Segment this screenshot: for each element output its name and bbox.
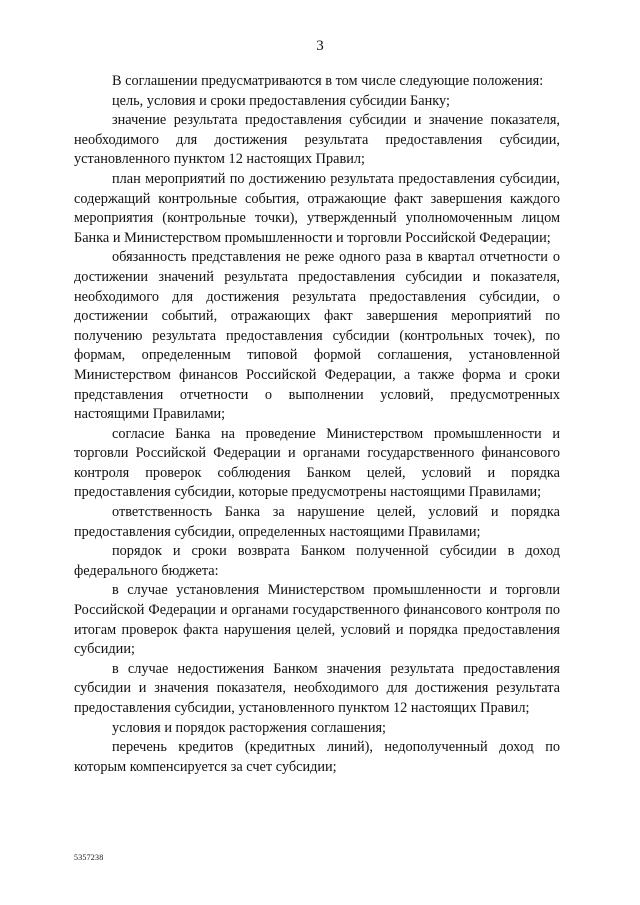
document-body [74,72,560,777]
paragraph-refund-violation: в случае установления Министерством промышленности и торговли Российской Федерации и органами государственного финансового контроля по итогам проверок факта нарушения целей, условий и порядка предоставления субсидии; [74,582,560,658]
paragraph-goal: цель, условия и сроки предоставления субсидии Банку; [112,92,450,109]
paragraph-result-value: значение результата предоставления субсидии и значение показателя, необходимого для достижения результата предоставления субсидии, установленного пунктом 12 настоящих Правил; [74,112,560,168]
document-code: 5357238 [74,853,104,862]
paragraph-intro: В соглашении предусматриваются в том числе следующие положения: [112,73,544,89]
paragraph-refund-order: порядок и сроки возврата Банком полученной субсидии в доход федерального бюджета: [74,543,560,579]
page-number: 3 [316,38,324,54]
paragraph-refund-nonachievement: в случае недостижения Банком значения результата предоставления субсидии и значения показателя, необходимого для достижения результата предоставления субсидии, установленного пунктом 12 настоящих Правил; [74,660,560,716]
paragraph-audit-consent: согласие Банка на проведение Министерством промышленности и торговли Российской Федерации и органами государственного финансового контроля проверок соблюдения Банком целей, условий и порядка предоставления субсидии, которые предусмотрены настоящими Правилами; [74,425,560,501]
paragraph-credit-list: перечень кредитов (кредитных линий), недополученный доход по которым компенсируется за счет субсидии; [74,739,560,775]
paragraph-action-plan: план мероприятий по достижению результата предоставления субсидии, содержащий контрольные события, отражающие факт завершения каждого мероприятия (контрольные точки), утвержденный уполномоченным лицом Банка и Министерством промышленности и торговли Российской Федерации; [74,170,560,246]
paragraph-responsibility: ответственность Банка за нарушение целей, условий и порядка предоставления субсидии, определенных настоящими Правилами; [74,504,560,540]
paragraph-reporting-duty: обязанность представления не реже одного раза в квартал отчетности о достижении значений результата предоставления субсидии и показателя, необходимого для достижения результата предоставления субсидии, о достижении событий, отражающих факт завершения мероприятий по получению результата предоставления субсидии (контрольных точек), по формам, определенным типовой формой соглашения, установленной Министерством финансов Российской Федерации, а также форма и сроки представления отчетности о выполнении условий, предусмотренных настоящими Правилами; [74,249,560,423]
paragraph-termination: условия и порядок расторжения соглашения; [112,719,387,736]
